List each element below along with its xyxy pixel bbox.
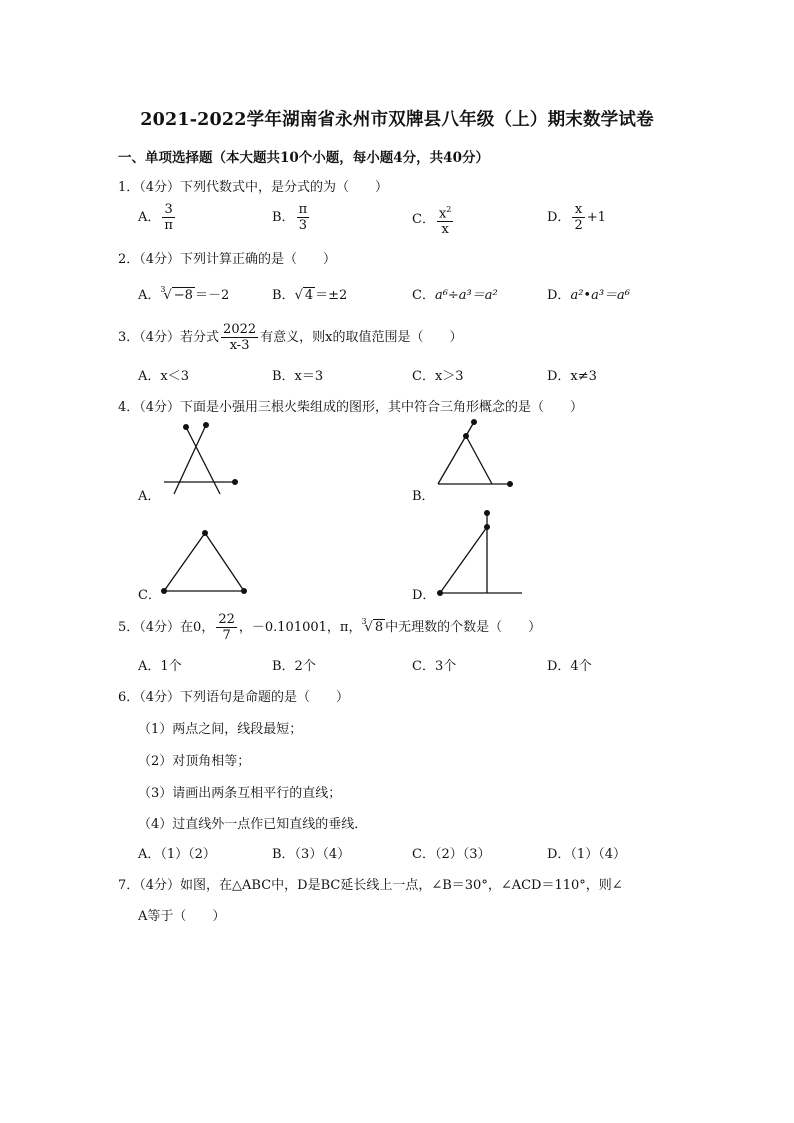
question-6-option-d[interactable]: D．（1）（4） [547, 847, 626, 862]
question-6-item: （3）请画出两条互相平行的直线； [138, 786, 342, 801]
question-5-option-a[interactable]: A．1个 [138, 659, 182, 674]
question-3-option-b[interactable]: B．x＝3 [272, 369, 324, 384]
question-6-item: （1）两点之间，线段最短； [138, 722, 303, 737]
question-6-stem: 6．（4分）下列语句是命题的是（ ） [118, 690, 350, 705]
page-title: 2021-2022学年湖南省永州市双牌县八年级（上）期末数学试卷 [140, 110, 654, 130]
figure-4b-open-triangle [430, 416, 520, 494]
question-5-option-b[interactable]: B．2个 [272, 659, 316, 674]
question-3-option-c[interactable]: C．x＞3 [412, 369, 464, 384]
question-7-stem-line2: A等于（ ） [138, 909, 226, 924]
question-2-option-a[interactable]: A．$^3$√ −8 ＝－2 [138, 285, 230, 303]
question-1-option-c[interactable]: C． $\frac{x^2}{x}$ [412, 202, 455, 237]
question-5-option-d[interactable]: D．4个 [547, 659, 592, 674]
question-3-option-d[interactable]: D．x≠3 [547, 369, 597, 384]
question-3-stem: 3．（4分）若分式 $\frac{2022}{x-3}$ 有意义，则x的取值范围是（ ） [118, 322, 463, 353]
question-5-option-c[interactable]: C．3个 [412, 659, 457, 674]
question-1-option-d[interactable]: D． $\frac{x}{2}$ +1 [547, 202, 606, 233]
figure-4c-triangle [155, 525, 255, 600]
question-2-option-d[interactable]: D．a²•a³＝a⁶ [547, 288, 630, 303]
question-2-option-b[interactable]: B．√ 4 ＝±2 [272, 288, 348, 303]
question-1-option-b[interactable]: B． $\frac{\pi}{3}$ [272, 202, 308, 233]
question-1-option-a[interactable]: A． $\frac{3}{\pi}$ [138, 202, 173, 233]
question-4-option-a-label[interactable]: A． [138, 489, 161, 504]
question-2-option-c[interactable]: C．a⁶÷a³＝a² [412, 288, 498, 303]
question-6-option-b[interactable]: B．（3）（4） [272, 847, 351, 862]
question-4-option-d-label[interactable]: D． [412, 588, 436, 603]
question-1-stem: 1．（4分）下列代数式中，是分式的为（ ） [118, 180, 389, 195]
question-4-stem: 4．（4分）下面是小强用三根火柴组成的图形，其中符合三角形概念的是（ ） [118, 400, 584, 415]
question-6-option-a[interactable]: A．（1）（2） [138, 847, 216, 862]
question-5-stem: 5．（4分）在0， $\frac{22}{7}$ ，－0.101001，π，$^3$√ 8 中无理数的个数是（ ） [118, 612, 542, 643]
question-6-option-c[interactable]: C．（2）（3） [412, 847, 491, 862]
figure-4a-crossed-matches [150, 418, 250, 500]
question-6-item: （2）对顶角相等； [138, 754, 251, 769]
figure-4d-open-shape [432, 505, 527, 600]
question-4-option-b-label[interactable]: B． [412, 489, 435, 504]
section-heading: 一、单项选择题（本大题共10个小题，每小题4分，共40分） [118, 150, 489, 166]
question-6-item: （4）过直线外一点作已知直线的垂线． [138, 817, 368, 832]
question-3-option-a[interactable]: A．x＜3 [138, 369, 189, 384]
question-2-stem: 2．（4分）下列计算正确的是（ ） [118, 252, 337, 267]
question-7-stem-line1: 7．（4分）如图，在△ABC中，D是BC延长线上一点，∠B＝30°，∠ACD＝110°，则∠ [118, 878, 623, 893]
question-4-option-c-label[interactable]: C． [138, 588, 161, 603]
